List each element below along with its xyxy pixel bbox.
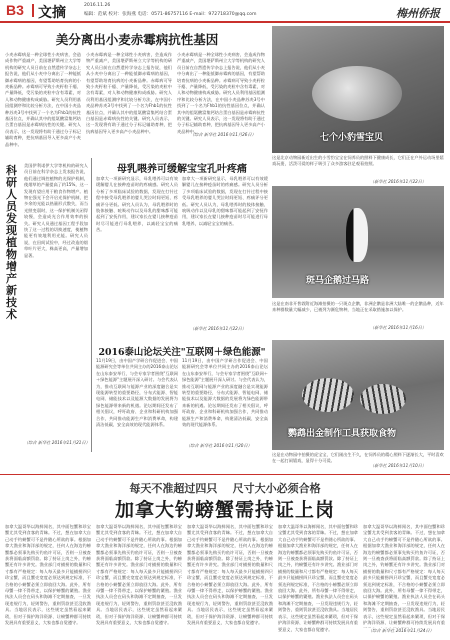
penguin-photo [272, 186, 444, 298]
issue-date: 2016.11.26 [84, 3, 111, 8]
baby-body-col2: 加拿大一项新研究显示，母乳喂养可以有效缓解婴儿在接种疫苗时的疼痛感。研究人员分析了多项临床试验的数据，发现在打针过程中接受母乳喂养的婴儿哭泣时间更短、疼痛评分更低。研究人员认为，母乳喂养时的肢体接触、吮吸动作以及母乳的甜味都可能起到了安抚作用，建议家长在婴儿接种疫苗时尽可能进行母乳喂养，以减轻宝宝的痛苦。 [182, 176, 268, 226]
leopard-shape [312, 66, 402, 121]
penguin-photo-label: 斑马企鹅过马路 [306, 276, 370, 286]
crab-body-col3: 加拿大温哥华以海鲜闻名，其中面包蟹和珍宝蟹尤其受到食客的青睐。不过，想在加拿大自己动手钓螃蟹可不是件随心所欲的事。根据加拿大渔业和海洋部的规定，任何人在海边钓螃蟹都必须事先购买钓鱼许可证，否则一旦被查获将面临高额罚款。除了持证上岗之外，钓螃蟹还有许多讲究。渔业部门对捕捞的数量和尺寸都有严格规定：每人每天最多只能捕捞四只珍宝蟹，而且蟹壳宽度必须达到规定标准，不合格的小螃蟹必须立即放回大海。此外，所有母蟹一律不得带走，以保护螃蟹的繁殖。渔业执法人员会在码头和海滩不定期抽查，一旦发现违规行为，轻则警告，重则罚款甚至没收渔具。当地居民表示，这些规定虽然看起来繁琐，但对于保护海洋资源、让螃蟹种群可持续发展具有重要意义，大家也都自觉遵守。 [187, 524, 273, 626]
crab-credit: （综合 新华社 2016年11月24日） [368, 628, 434, 633]
crab-subtitle: 每天不准超过四只 尺寸大小必须合格 [129, 482, 321, 495]
tiger-caption: 这是在动物园中拍摄的虎宝宝，它们刚出生不久，在饲养员的精心照料下逐渐长大，平时喜欢在一起打闹嬉戏，显得十分可爱。 [272, 452, 444, 464]
masthead [0, 0, 450, 22]
masthead-rule [0, 21, 450, 23]
crab-body-col4: 加拿大温哥华以海鲜闻名，其中面包蟹和珍宝蟹尤其受到食客的青睐。不过，想在加拿大自己动手钓螃蟹可不是件随心所欲的事。根据加拿大渔业和海洋部的规定，任何人在海边钓螃蟹都必须事先购买钓鱼许可证，否则一旦被查获将面临高额罚款。除了持证上岗之外，钓螃蟹还有许多讲究。渔业部门对捕捞的数量和尺寸都有严格规定：每人每天最多只能捕捞四只珍宝蟹，而且蟹壳宽度必须达到规定标准，不合格的小螃蟹必须立即放回大海。此外，所有母蟹一律不得带走，以保护螃蟹的繁殖。渔业执法人员会在码头和海滩不定期抽查，一旦发现违规行为，轻则警告，重则罚款甚至没收渔具。当地居民表示，这些规定虽然看起来繁琐，但对于保护海洋资源、让螃蟹种群可持续发展具有重要意义，大家也都自觉遵守。 [278, 524, 358, 632]
crab-body-col1: 加拿大温哥华以海鲜闻名，其中面包蟹和珍宝蟹尤其受到食客的青睐。不过，想在加拿大自己动手钓螃蟹可不是件随心所欲的事。根据加拿大渔业和海洋部的规定，任何人在海边钓螃蟹都必须事先购买钓鱼许可证，否则一旦被查获将面临高额罚款。除了持证上岗之外，钓螃蟹还有许多讲究。渔业部门对捕捞的数量和尺寸都有严格规定：每人每天最多只能捕捞四只珍宝蟹，而且蟹壳宽度必须达到规定标准，不合格的小螃蟹必须立即放回大海。此外，所有母蟹一律不得带走，以保护螃蟹的繁殖。渔业执法人员会在码头和海滩不定期抽查，一旦发现违规行为，轻则警告，重则罚款甚至没收渔具。当地居民表示，这些规定虽然看起来繁琐，但对于保护海洋资源、让螃蟹种群可持续发展具有重要意义，大家也都自觉遵守。 [5, 524, 91, 626]
snow-leopard-photo [272, 26, 444, 153]
penguin-credit: （新华社 2016年11月16日） [370, 325, 427, 330]
baby-credit: （新华社 2016年11月22日） [190, 326, 247, 331]
sidebar-body: 美国伊利诺伊大学等机构的研究人员日前在科学杂志上发表报告说，他们通过调控植物的光保护机制，使烟草的产量提高了约15%，这一发现有望应用于粮食作物增产。植物在强光下会开启光保护机制，把多余的光能以热量形式散失，而当光照变弱时，这一保护机制关闭得较慢，会造成光合作用效率的损失。研究人员通过基因工程手段加快了这一过程的切换速度，使植物能更有效地利用光能。研究人员说，在田间试验中，经过改造的烟草叶片更大，株高更高，产量增加显著。 [24, 163, 88, 258]
leopard-photo-label: 七个小豹雪宝贝 [320, 133, 384, 143]
tiger-credit: （新华社 2016年11月10日） [370, 463, 427, 468]
leopard-caption: 这是北京动物园新近出生的小雪豹宝宝在饲养员的照料下健康成长，它们正在户外运动场里嬉戏玩耍，活泼可爱的样子吸引了众多游客驻足观看拍照。 [272, 155, 444, 167]
paper-name: 梅州侨报 [396, 7, 440, 20]
tiger-photo [272, 340, 444, 450]
wheat-body-col2: 小麦赤霉病是一种全球性小麦病害，会造成作物严重减产，美国堪萨斯州立大学等机构的研究人员日前在自然遗传学杂志上报告说，他们从小麦中分离出了一种能抵御赤霉病的基因，有望帮助培育抗病的小麦新品种。赤霉病可导致小麦籽粒干瘪、产量降低，受污染的麦粒中含有毒素，对人和动物健康构成威胁。研究人员利用基因组测序和比较分析方法，在中国小麦品种苏麦3号中找到了一个名为Fhb1的抗性基因位点，并确认其中的组氨酸富集钙结合蛋白基因是赤霉病抗性的关键。研究人员表示，这一发现将有助于通过分子标记辅助育种，把抗病基因导入更多高产小麦品种中。 [86, 52, 172, 134]
crab-top-rule [0, 474, 450, 475]
wheat-headline: 美分离出小麦赤霉病抗性基因 [55, 32, 219, 47]
tiger-photo-label: 鹦鹉出金制作工具获取食物 [288, 429, 397, 439]
internet-body-col1: 11月19日，由中国产学研合作促进会、中国能源研究会等单位共同主办的2016泰山论坛在山东泰安举行，与会专家学者围绕"互联网＋绿色能源"主题展开深入研讨。与会代表认为，推动互联网与能源产业的深度融合是实现能源转型的重要路径，分布式能源、智能电网、储能技术以及能源大数据的发展将为绿色能源带来新的机遇。论坛期间还发布了相关倡议，呼吁政府、企业和科研机构加强合作，共同推动能源生产和消费革命，构建清洁低碳、安全高效的现代能源体系。 [96, 358, 178, 428]
wheat-body-col1: 小麦赤霉病是一种全球性小麦病害，会造成作物严重减产，美国堪萨斯州立大学等机构的研究人员日前在自然遗传学杂志上报告说，他们从小麦中分离出了一种能抵御赤霉病的基因，有望帮助培育抗病的小麦新品种。赤霉病可导致小麦籽粒干瘪、产量降低，受污染的麦粒中含有毒素，对人和动物健康构成威胁。研究人员利用基因组测序和比较分析方法，在中国小麦品种苏麦3号中找到了一个名为Fhb1的抗性基因位点，并确认其中的组氨酸富集钙结合蛋白基因是赤霉病抗性的关键。研究人员表示，这一发现将有助于通过分子标记辅助育种，把抗病基因导入更多高产小麦品种中。 [5, 52, 81, 147]
leopard-credit: （新华社 2016年11月22日） [370, 179, 427, 184]
crab-body-col5: 加拿大温哥华以海鲜闻名，其中面包蟹和珍宝蟹尤其受到食客的青睐。不过，想在加拿大自己动手钓螃蟹可不是件随心所欲的事。根据加拿大渔业和海洋部的规定，任何人在海边钓螃蟹都必须事先购买钓鱼许可证，否则一旦被查获将面临高额罚款。除了持证上岗之外，钓螃蟹还有许多讲究。渔业部门对捕捞的数量和尺寸都有严格规定：每人每天最多只能捕捞四只珍宝蟹，而且蟹壳宽度必须达到规定标准，不合格的小螃蟹必须立即放回大海。此外，所有母蟹一律不得带走，以保护螃蟹的繁殖。渔业执法人员会在码头和海滩不定期抽查，一旦发现违规行为，轻则警告，重则罚款甚至没收渔具。当地居民表示，这些规定虽然看起来繁琐，但对于保护海洋资源、让螃蟹种群可持续发展具有重 [363, 524, 445, 626]
sidebar-credit: （综合 新华社 2016年11月21日） [24, 440, 90, 445]
wheat-body-col3: 小麦赤霉病是一种全球性小麦病害，会造成作物严重减产，美国堪萨斯州立大学等机构的研究人员日前在自然遗传学杂志上报告说，他们从小麦中分离出了一种能抵御赤霉病的基因，有望帮助培育抗病的小麦新品种。赤霉病可导致小麦籽粒干瘪、产量降低，受污染的麦粒中含有毒素，对人和动物健康构成威胁。研究人员利用基因组测序和比较分析方法，在中国小麦品种苏麦3号中找到了一个名为Fhb1的抗性基因位点，并确认其中的组氨酸富集钙结合蛋白基因是赤霉病抗性的关键。研究人员表示，这一发现将有助于通过分子标记辅助育种，把抗病基因导入更多高产小麦品种中。 [177, 52, 265, 134]
section-name: 文摘 [38, 5, 66, 21]
tiger-shape-1 [302, 378, 354, 412]
internet-headline: 2016泰山论坛关注"互联网＋绿色能源" [98, 347, 266, 358]
baby-headline: 母乳喂养可缓解宝宝孔叶疼痛 [117, 164, 247, 175]
penguin-shape [346, 208, 368, 262]
internet-body-col2: 11月19日，由中国产学研合作促进会、中国能源研究会等单位共同主办的2016泰山论坛在山东泰安举行，与会专家学者围绕"互联网＋绿色能源"主题展开深入研讨。与会代表认为，推动互联网与能源产业的深度融合是实现能源转型的重要路径，分布式能源、智能电网、储能技术以及能源大数据的发展将为绿色能源带来新的机遇。论坛期间还发布了相关倡议，呼吁政府、企业和科研机构加强合作，共同推动能源生产和消费革命，构建清洁低碳、安全高效的现代能源体系。 [182, 358, 268, 428]
section-divider [32, 4, 34, 17]
editor-info: 编辑：范斌 校对：张海燕 电话：0571-86757116 E-mail：972718370@qq.com [84, 12, 257, 17]
internet-credit: （综合 新华社 2016年11月20日） [186, 443, 252, 448]
sidebar-divider [91, 158, 92, 452]
penguin-caption: 这是在南非开普敦附近海滩拍摄的一只斑点企鹅，非洲企鹅是非洲大陆唯一的企鹅品种，近年来种群数量大幅减少，已被列为濒危物种，当地正在采取措施加以保护。 [272, 301, 444, 313]
sidebar-headline: 科研人员发现植物增产新技术 [6, 164, 17, 321]
baby-body-col1: 加拿大一项新研究显示，母乳喂养可以有效缓解婴儿在接种疫苗时的疼痛感。研究人员分析了多项临床试验的数据，发现在打针过程中接受母乳喂养的婴儿哭泣时间更短、疼痛评分更低。研究人员认为，母乳喂养时的肢体接触、吮吸动作以及母乳的甜味都可能起到了安抚作用，建议家长在婴儿接种疫苗时尽可能进行母乳喂养，以减轻宝宝的痛苦。 [96, 176, 178, 233]
section-code: B3 [6, 2, 24, 18]
wheat-credit: （综合 新华社 2016年11月26日） [190, 132, 256, 137]
crab-body-col2: 加拿大温哥华以海鲜闻名，其中面包蟹和珍宝蟹尤其受到食客的青睐。不过，想在加拿大自己动手钓螃蟹可不是件随心所欲的事。根据加拿大渔业和海洋部的规定，任何人在海边钓螃蟹都必须事先购买钓鱼许可证，否则一旦被查获将面临高额罚款。除了持证上岗之外，钓螃蟹还有许多讲究。渔业部门对捕捞的数量和尺寸都有严格规定：每人每天最多只能捕捞四只珍宝蟹，而且蟹壳宽度必须达到规定标准，不合格的小螃蟹必须立即放回大海。此外，所有母蟹一律不得带走，以保护螃蟹的繁殖。渔业执法人员会在码头和海滩不定期抽查，一旦发现违规行为，轻则警告，重则罚款甚至没收渔具。当地居民表示，这些规定虽然看起来繁琐，但对于保护海洋资源、让螃蟹种群可持续发展具有重要意义，大家也都自觉遵守。 [96, 524, 182, 626]
tiger-shape-2 [360, 384, 406, 414]
crab-headline: 加拿大钓螃蟹需持证上岗 [114, 499, 335, 521]
